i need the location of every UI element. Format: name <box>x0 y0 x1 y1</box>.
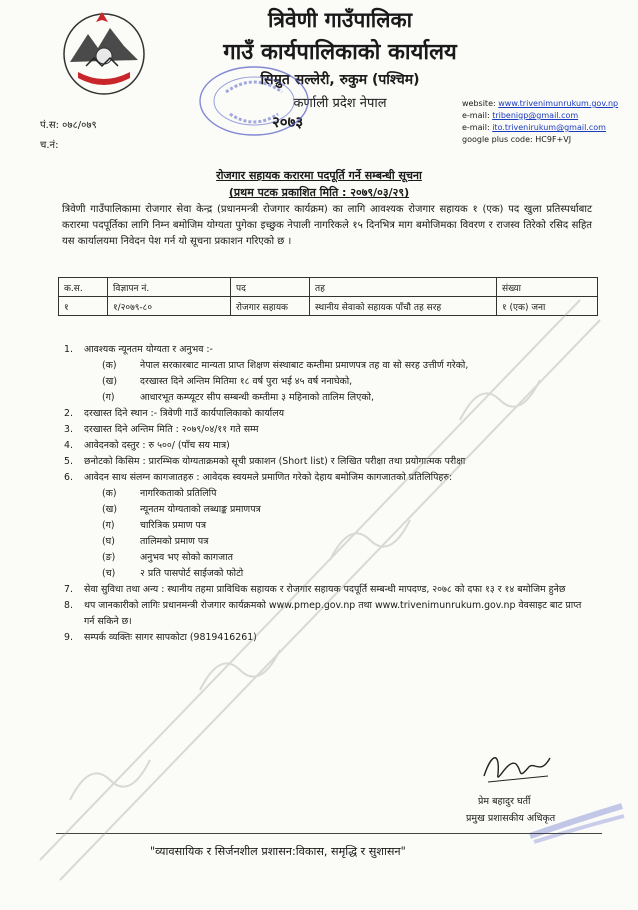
list-text: आवेदन साथ संलग्न कागजातहरु : आवेदक स्वयमले प्रमाणित गरेको देहाय बमोजिम कागजातको प्रतिलिपिहरु: <box>84 472 453 483</box>
notice-intro: त्रिवेणी गाउँपालिकामा रोजगार सेवा केन्द्र (प्रधानमन्त्री रोजगार कार्यक्रम) का लागि आवश्यक रोजगार सहायक १ (एक) पद खुला प्रतिस्पर्धाबाट करारमा पदपूर्तिका लागि निम्न बमोजिम योग्यता पुगेका इच्छुक नेपाली नागरिकले १५ दिनभित्र माग बमोजिमका विवरण र राजस्व तिरेको रसिद सहित यस कार्यालयमा निवेदन पेश गर्न यो सूचना प्रकाशन गरिएको छ । <box>62 204 592 247</box>
sub-item <box>102 486 594 502</box>
sub-text: २ प्रति पासपोर्ट साईजको फोटो <box>140 568 244 579</box>
sub-text: चारित्रिक प्रमाण पत्र <box>140 520 207 531</box>
website-link[interactable]: www.trivenimunrukum.gov.np <box>498 99 619 108</box>
table-header: पद <box>231 278 310 297</box>
list-text: दरखास्त दिने स्थान :- त्रिवेणी गाउँ कार्यपालिकाको कार्यालय <box>84 408 285 419</box>
header-municipality: त्रिवेणी गाउँपालिका <box>267 8 413 32</box>
table-cell: स्थानीय सेवाको सहायक पाँचौ तह सरह <box>310 297 497 316</box>
signatory-title: प्रमुख प्रशासकीय अधिकृत <box>466 813 556 824</box>
header-office: गाउँ कार्यपालिकाको कार्यालय <box>223 40 457 65</box>
list-text: छनोटको किसिम : प्रारम्भिक योग्यताक्रमको सूची प्रकाशन (Short list) र लिखित परीक्षा तथा प्रयोगात्मक परीक्षा <box>84 456 466 467</box>
list-item <box>64 342 594 358</box>
sub-item <box>102 358 594 374</box>
sub-text: नेपाल सरकारबाट मान्यता प्राप्त शिक्षण संस्थाबाट कम्तीमा प्रमाणपत्र तह वा सो सरह उत्तीर्ण गरेको, <box>140 360 469 371</box>
sub-label: (ख) <box>102 376 117 387</box>
sub-label: (ग) <box>102 392 115 403</box>
list-item <box>64 438 594 454</box>
sub-item <box>102 374 594 390</box>
letter-number: पं.स: ०७८/०७९ <box>40 120 97 131</box>
table-row <box>59 297 598 316</box>
list-text: थप जानकारीको लागिः प्रधानमन्त्री रोजगार कार्यक्रमको www.pmep.gov.np तथा www.trivenimunrukum.gov.np वेवसाइट बाट प्राप्त गर्न सकिने छ। <box>84 600 582 627</box>
list-text: आवश्यक न्यूनतम योग्यता र अनुभव :- <box>84 344 213 355</box>
google-label: google plus code: <box>462 135 533 144</box>
header-address: सिम्रुत सल्लेरी, रुकुम (पश्चिम) <box>260 72 420 88</box>
sub-label: (च) <box>102 568 116 579</box>
table-header: विज्ञापन नं. <box>108 278 231 297</box>
sub-text: अनुभव भए सोको कागजात <box>140 552 233 563</box>
position-table <box>58 277 598 316</box>
list-number: 6. <box>64 472 73 483</box>
reference-block <box>40 116 97 156</box>
email2-label: e-mail: <box>462 123 490 132</box>
list-number: 8. <box>64 600 73 611</box>
list-item <box>64 598 594 630</box>
list-text: सम्पर्क व्यक्तिः सागर सापकोटा (9819416261) <box>84 632 257 643</box>
office-stamp-icon <box>196 62 312 140</box>
header-province: कर्णाली प्रदेश नेपाल <box>293 96 387 111</box>
list-number: 3. <box>64 424 73 435</box>
list-text: सेवा सुविधा तथा अन्य : स्थानीय तहमा प्राविधिक सहायक र रोजगार सहायक पदपूर्ति सम्बन्धी मापदण्ड, २०७८ को दफा १३ र १४ बमोजिम हुनेछ <box>84 584 566 595</box>
list-number: 4. <box>64 440 73 451</box>
email2-link[interactable]: ito.trivenirukum@gmail.com <box>492 123 606 132</box>
list-text: आवेदनको दस्तुर : रु ५००/ (पाँच सय मात्र) <box>84 440 230 451</box>
email1-label: e-mail: <box>462 111 490 120</box>
sub-text: नागरिकताको प्रतिलिपि <box>140 488 217 499</box>
signature-icon <box>478 746 560 790</box>
list-number: 2. <box>64 408 73 419</box>
list-number: 7. <box>64 584 73 595</box>
list-number: 9. <box>64 632 73 643</box>
sub-label: (क) <box>102 488 117 499</box>
list-number: 1. <box>64 344 73 355</box>
sub-item <box>102 566 594 582</box>
notice-title: रोजगार सहायक करारमा पदपूर्ति गर्ने सम्बन्धी सूचना <box>216 169 422 182</box>
sub-text: तालिमको प्रमाण पत्र <box>140 536 209 547</box>
sub-item <box>102 534 594 550</box>
sub-text: आधारभूत कम्प्यूटर सीप सम्बन्धी कम्तीमा ३ महिनाको तालिम लिएको, <box>140 392 374 403</box>
sub-label: (ख) <box>102 504 117 515</box>
dispatch-number: च.नं: <box>40 140 59 151</box>
sub-item <box>102 390 594 406</box>
sub-text: न्यूनतम योग्यताको लब्धाङ्क प्रमाणपत्र <box>140 504 261 515</box>
list-text: दरखास्त दिने अन्तिम मिति : २०७९/०४/११ गते सम्म <box>84 424 259 435</box>
list-item <box>64 582 594 598</box>
table-cell: १ <box>59 297 108 316</box>
signatory-name: प्रेम बहादुर घर्ती <box>478 796 531 807</box>
table-cell: १ (एक) जना <box>497 297 598 316</box>
table-header: तह <box>310 278 497 297</box>
google-code: HC9F+VJ <box>535 135 572 144</box>
table-header-row <box>59 278 598 297</box>
email1-link[interactable]: tribenigp@gmail.com <box>492 111 579 120</box>
table-cell: १/२०७९-८० <box>108 297 231 316</box>
header-year: २०७३ <box>272 113 304 131</box>
list-item <box>64 422 594 438</box>
requirements-list <box>64 342 594 646</box>
sub-label: (ग) <box>102 520 115 531</box>
notice-subtitle: (प्रथम पटक प्रकाशित मिति : २०७९/०३/२९) <box>228 186 410 199</box>
list-item <box>64 470 594 486</box>
contact-block <box>462 98 638 146</box>
list-item <box>64 630 594 646</box>
list-item <box>64 406 594 422</box>
nepal-emblem-icon <box>58 6 150 98</box>
sub-item <box>102 518 594 534</box>
sub-text: दरखास्त दिने अन्तिम मितिमा १८ वर्ष पुरा भई ४५ वर्ष ननाघेको, <box>140 376 353 387</box>
footer-divider <box>56 833 602 834</box>
sub-item <box>102 502 594 518</box>
table-header: क.स. <box>59 278 108 297</box>
sub-label: (घ) <box>102 536 115 547</box>
sub-label: (क) <box>102 360 117 371</box>
list-number: 5. <box>64 456 73 467</box>
signature-stamp-icon <box>526 800 626 844</box>
table-cell: रोजगार सहायक <box>231 297 310 316</box>
list-item <box>64 454 594 470</box>
sub-item <box>102 550 594 566</box>
table-header: संख्या <box>497 278 598 297</box>
footer-motto: "व्यावसायिक र सिर्जनशील प्रशासन:विकास, समृद्धि र सुशासन" <box>150 845 406 858</box>
sub-label: (ङ) <box>102 552 116 563</box>
website-label: website: <box>462 99 496 108</box>
